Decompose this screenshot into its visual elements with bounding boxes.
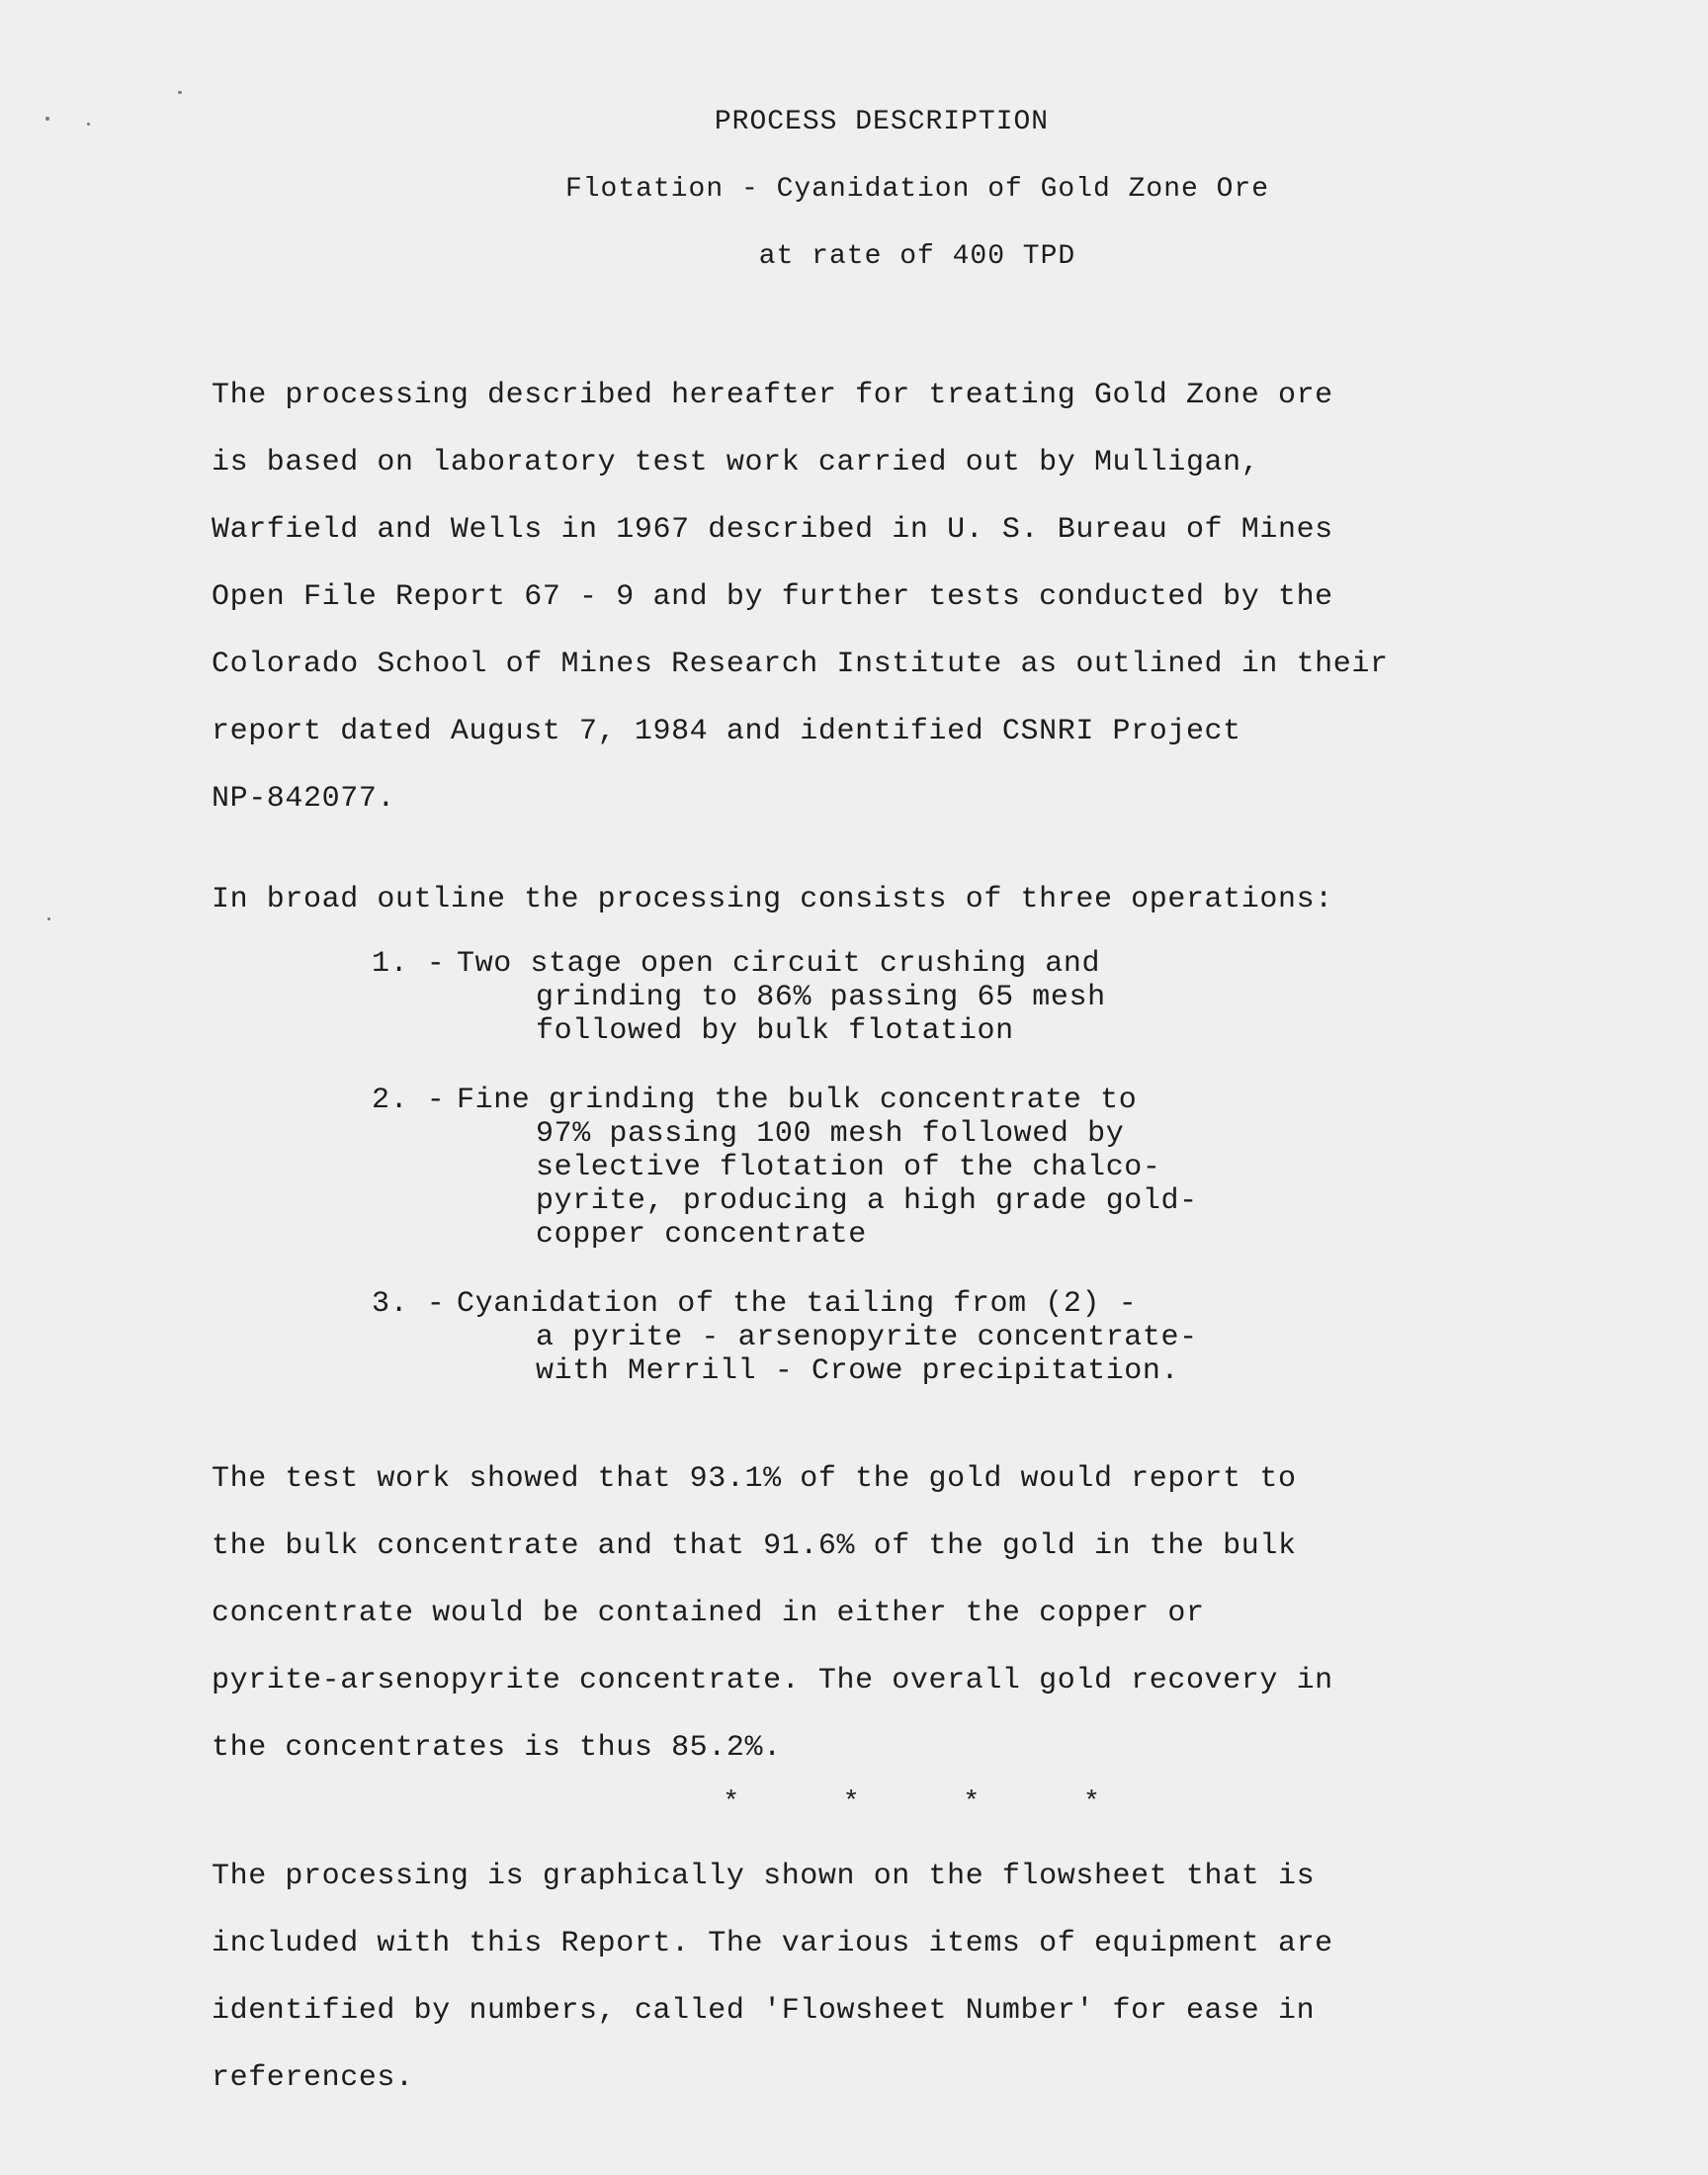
paragraph-line: identified by numbers, called 'Flowsheet Number' for ease in [212, 1994, 1316, 2028]
paragraph-line: references. [212, 2061, 414, 2095]
paragraph-line: Warfield and Wells in 1967 described in U. S. Bureau of Mines [212, 513, 1333, 547]
list-item-line: a pyrite - arsenopyrite concentrate- [536, 1321, 1198, 1354]
list-item-line: with Merrill - Crowe precipitation. [536, 1354, 1180, 1388]
list-item [372, 947, 1360, 1048]
paragraph-line: NP-842077. [212, 782, 396, 816]
list-item [372, 1084, 1360, 1252]
list-item-line: 97% passing 100 mesh followed by [536, 1117, 1125, 1151]
list-item-line: Two stage open circuit crushing and [457, 947, 1101, 981]
document-title: PROCESS DESCRIPTION [714, 107, 1050, 137]
paragraph-line: the bulk concentrate and that 91.6% of the gold in the bulk [212, 1529, 1297, 1563]
flowsheet-paragraph [212, 1843, 1526, 2112]
document-subtitle: Flotation - Cyanidation of Gold Zone Ore [564, 174, 1270, 205]
scan-speck [47, 917, 50, 920]
list-item-line: Fine grinding the bulk concentrate to [457, 1084, 1138, 1117]
paragraph-line: The processing described hereafter for treating Gold Zone ore [212, 379, 1333, 412]
outline-paragraph [212, 866, 1526, 933]
list-item-line: pyrite, producing a high grade gold- [536, 1184, 1198, 1218]
list-item-line: Cyanidation of the tailing from (2) - [457, 1287, 1138, 1321]
paragraph-line: report dated August 7, 1984 and identified CSNRI Project [212, 715, 1241, 748]
list-item-line: copper concentrate [536, 1218, 867, 1252]
list-item-line: grinding to 86% passing 65 mesh [536, 981, 1106, 1014]
paragraph-line: included with this Report. The various items of equipment are [212, 1927, 1333, 1960]
list-item-number: 1. - [372, 947, 446, 981]
paragraph-line: the concentrates is thus 85.2%. [212, 1731, 782, 1765]
list-item-line: selective flotation of the chalco- [536, 1151, 1161, 1184]
intro-paragraph [212, 362, 1526, 832]
paragraph-line: Open File Report 67 - 9 and by further tests conducted by the [212, 580, 1333, 614]
paragraph-line: In broad outline the processing consists of three operations: [212, 883, 1333, 916]
list-item-number: 3. - [372, 1287, 446, 1321]
section-separator: * * * * [723, 1787, 1144, 1818]
paragraph-line: concentrate would be contained in either the copper or [212, 1597, 1205, 1630]
list-item-number: 2. - [372, 1084, 446, 1117]
results-paragraph [212, 1445, 1526, 1782]
paragraph-line: Colorado School of Mines Research Institute as outlined in their [212, 648, 1389, 681]
paragraph-line: The processing is graphically shown on the flowsheet that is [212, 1860, 1316, 1893]
scan-speck [178, 91, 182, 94]
paragraph-line: pyrite-arsenopyrite concentrate. The overall gold recovery in [212, 1664, 1333, 1697]
list-item [372, 1287, 1360, 1388]
list-item-line: followed by bulk flotation [536, 1014, 1014, 1048]
paragraph-line: The test work showed that 93.1% of the gold would report to [212, 1462, 1297, 1496]
paragraph-line: is based on laboratory test work carried out by Mulligan, [212, 446, 1260, 479]
document-rate: at rate of 400 TPD [758, 241, 1076, 272]
